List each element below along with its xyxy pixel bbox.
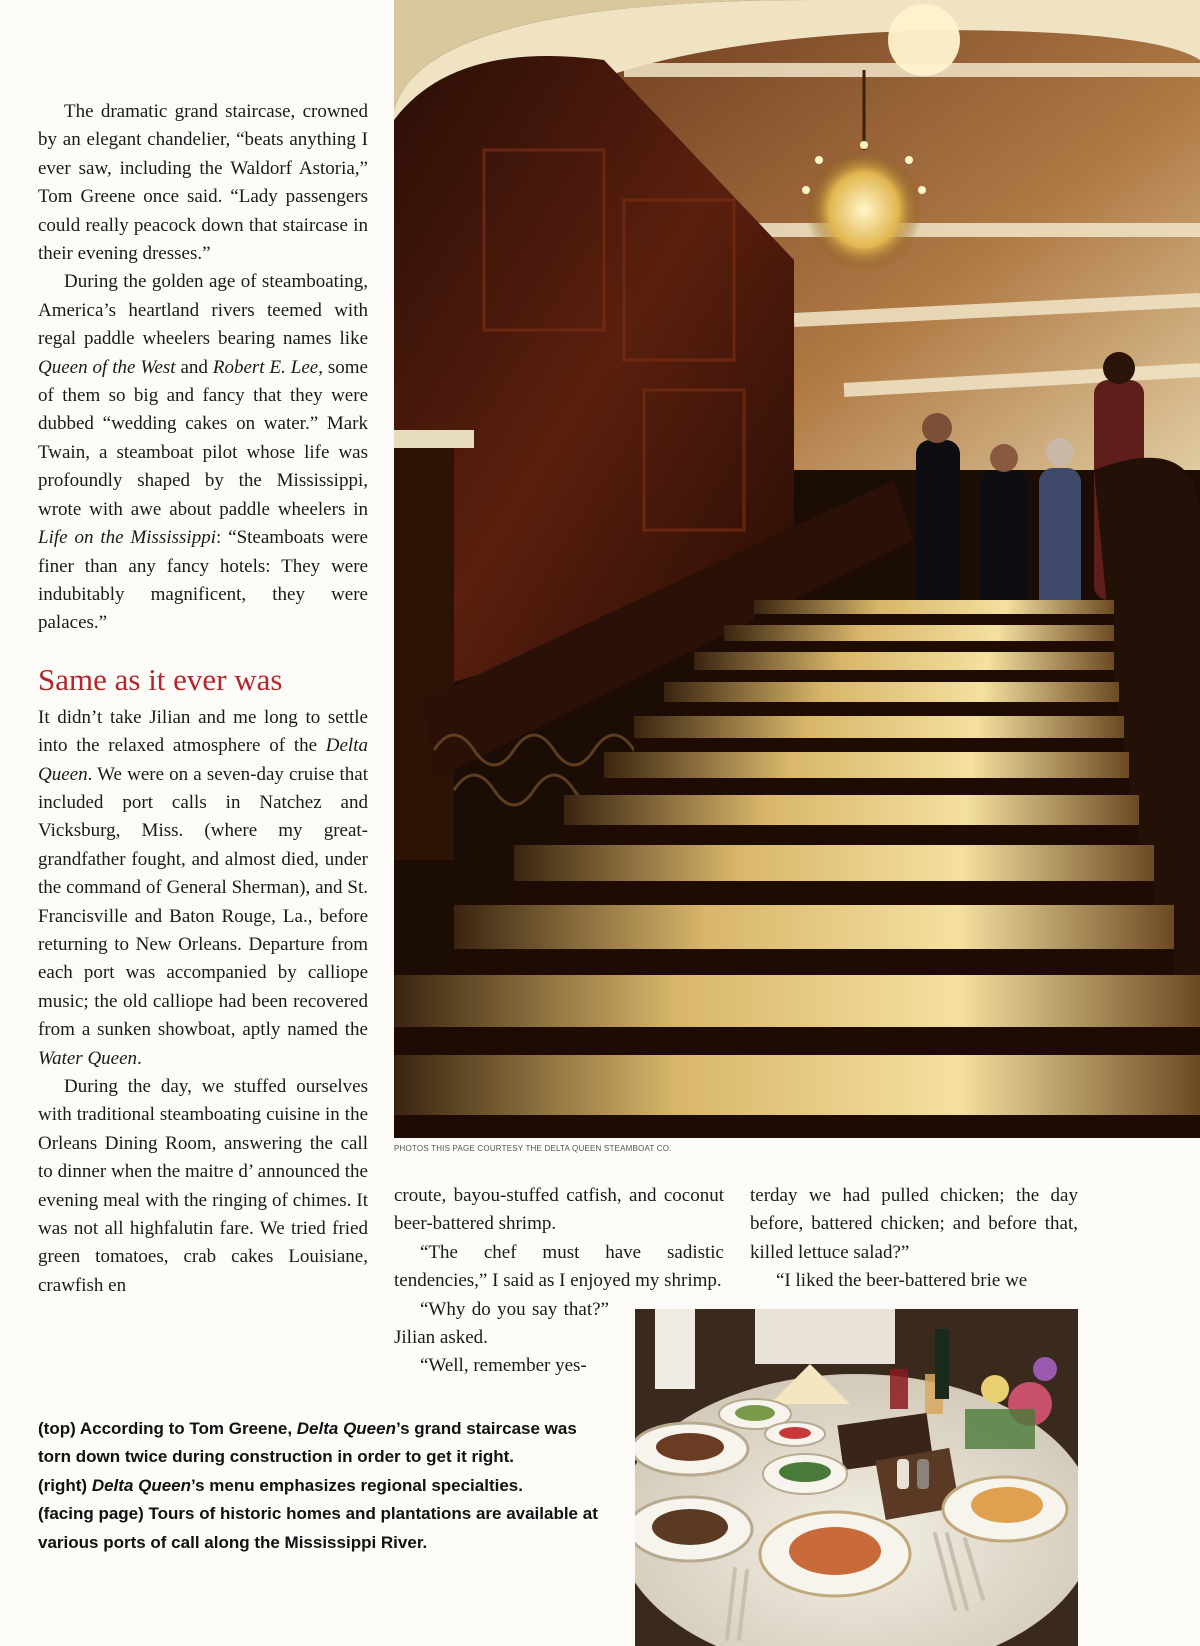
- text-run: . We were on a seven-day cruise that included port calls in Natchez and Vicksburg, Miss. (where my great-grandfather fought, and almost died, under the command of General Sherman), and St. Francisville and Baton Rouge, La., before returning to New Orleans. Departure from each port was accompanied by calliope music; the old calliope had been recovered from a sunken showboat, aptly named the: [38, 763, 368, 1041]
- ship-name: Queen of the West: [38, 356, 176, 378]
- paragraph: terday we had pulled chicken; the day before, battered chicken; and before that, killed lettuce salad?”: [750, 1185, 1078, 1263]
- ship-name: Delta Queen: [91, 1475, 192, 1495]
- paragraph: [38, 704, 368, 1073]
- article-column-left: [38, 98, 368, 1300]
- paragraph: [38, 268, 368, 637]
- ship-name: Robert E. Lee: [212, 356, 319, 378]
- text-run: It didn’t take Jilian and me long to settle into the relaxed atmosphere of the: [38, 706, 368, 757]
- caption-text: ’s grand staircase was torn down twice during construction in order to get it right.: [38, 1419, 577, 1467]
- paragraph: “I liked the beer-battered brie we: [776, 1270, 1028, 1292]
- book-title: Life on the Mississippi: [38, 527, 216, 549]
- caption-text: (top) According to Tom Greene,: [38, 1419, 297, 1438]
- text-run: .: [137, 1047, 142, 1069]
- ship-name: Water Queen: [38, 1047, 138, 1069]
- dinner-table-photo: [635, 1309, 1078, 1646]
- caption-right: [38, 1472, 608, 1500]
- photo-captions: [38, 1415, 608, 1557]
- text-run: , some of them so big and fancy that they were dubbed “wedding cakes on water.” Mark Twain, a steamboat pilot whose life was profoundly shaped by the Mississippi, wrote with awe about paddle wheelers in: [38, 356, 368, 520]
- caption-facing-page: (facing page) Tours of historic homes and plantations are available at various ports of call along the Mississippi River.: [38, 1504, 598, 1552]
- ship-name: Delta Queen: [296, 1419, 396, 1438]
- paragraph: “Why do you say that?” Jilian asked.: [394, 1298, 609, 1349]
- paragraph: The dramatic grand staircase, crowned by an elegant chandelier, “beats anything I ever saw, including the Waldorf Astoria,” Tom Greene once said. “Lady passengers could really peacock down that staircase in their evening dresses.”: [38, 101, 368, 265]
- section-subhead: Same as it ever was: [38, 661, 283, 697]
- ship-name: Delta Queen: [38, 735, 368, 785]
- paragraph: “Well, remember yes-: [420, 1355, 587, 1377]
- grand-staircase-photo: [394, 0, 1200, 1138]
- caption-text: ’s menu emphasizes regional specialties.: [191, 1475, 523, 1495]
- text-run: : “Steamboats were finer than any fancy hotels: They were indubitably magnificent, they were palaces.”: [38, 527, 368, 634]
- text-run: and: [175, 356, 213, 378]
- caption-text: (right): [38, 1475, 92, 1495]
- paragraph: croute, bayou-stuffed catfish, and coconut beer-battered shrimp.: [394, 1185, 724, 1235]
- paragraph: “The chef must have sadistic tendencies,” I said as I enjoyed my shrimp.: [394, 1241, 724, 1292]
- article-column-right: [750, 1182, 1078, 1296]
- caption-top: [38, 1415, 608, 1472]
- text-run: During the golden age of steamboating, America’s heartland rivers teemed with regal paddle wheelers bearing names like: [38, 271, 368, 350]
- paragraph: During the day, we stuffed ourselves with traditional steamboating cuisine in the Orleans Dining Room, answering the call to dinner when the maitre d’ announced the evening meal with the ringing of chimes. It was not all highfalutin fare. We tried fried green tomatoes, crab cakes Louisiane, crawfish en: [38, 1076, 368, 1296]
- photo-credit: PHOTOS THIS PAGE COURTESY THE DELTA QUEEN STEAMBOAT CO.: [394, 1144, 672, 1153]
